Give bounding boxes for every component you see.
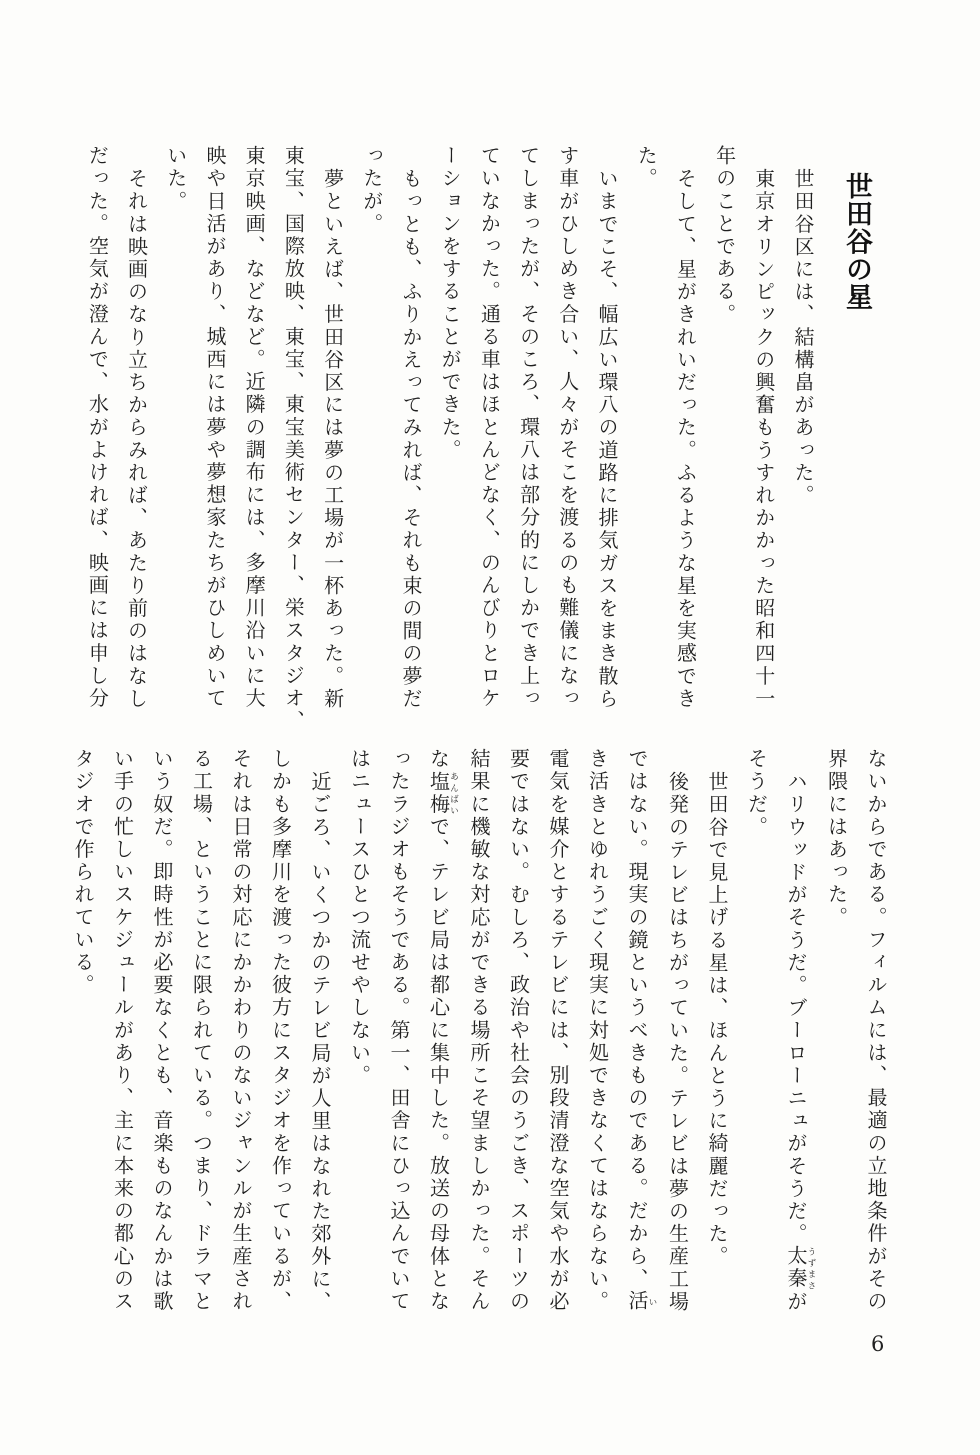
page-number: 6 — [871, 1332, 885, 1356]
text-line: き活きとゆれうごく現実に対処できなくてはならない。 — [585, 748, 610, 1313]
text-line: いまでこそ、幅広い環八の道路に排気ガスをまき散ら — [594, 167, 619, 710]
text-block-upper — [77, 145, 880, 733]
text-line: 年のことである。 — [712, 145, 737, 326]
text-line: もっとも、ふりかえってみれば、それも束の間の夢だ — [398, 167, 423, 710]
text-line: た。 — [634, 145, 659, 191]
text-line: る工場、ということに限られている。つまり、ドラマと — [189, 748, 214, 1313]
text-line: 界隈にはあった。 — [824, 748, 849, 929]
text-line: ったラジオもそうである。第一、田舎にひっ込んでいて — [387, 748, 411, 1313]
text-line: いた。 — [163, 145, 188, 213]
furigana-ruby: 活い — [625, 1290, 657, 1314]
text-line: それは映画のなり立ちからみれば、あたり前のはなし — [124, 167, 149, 710]
text-line: 要ではない。むしろ、政治や社会のうごき、スポーツの — [506, 748, 531, 1313]
text-line: はニュースひとつ流せやしない。 — [347, 748, 372, 1087]
text-line: てしまったが、そのころ、環八は部分的にしかでき上っ — [516, 145, 541, 710]
text-line: だった。空気が澄んで、水がよければ、映画には申し分 — [85, 145, 110, 710]
text-line: な塩梅あんばいで、テレビ局は都心に集中した。放送の母体とな — [426, 748, 459, 1314]
text-line: ではない。現実の鏡というべきものである。だから、活い — [625, 748, 657, 1314]
text-line: 世田谷で見上げる星は、ほんとうに綺麗だった。 — [705, 770, 729, 1268]
text-line: 結果に機敏な対応ができる場所こそ望ましかった。そん — [467, 748, 491, 1313]
text-line: ないからである。フィルムには、最適の立地条件がその — [864, 748, 888, 1313]
text-line: いう奴だ。即時性が必要なくとも、音楽ものなんかは歌 — [150, 748, 174, 1313]
text-line: そうだ。 — [744, 748, 769, 839]
furigana-ruby: 塩梅あんばい — [426, 770, 459, 816]
furigana-ruby: 太秦うずまさ — [784, 1245, 816, 1291]
text-line: す車がひしめき合い、人々がそこを渡るのも難儀になっ — [555, 145, 580, 710]
text-line: それは日常の対応にかかわりのないジャンルが生産され — [229, 748, 253, 1313]
text-block-lower — [63, 748, 896, 1314]
text-line: 夢といえば、世田谷区には夢の工場が一杯あった。新 — [320, 167, 345, 710]
text-line: ったが。 — [359, 145, 384, 236]
text-line: ていなかった。通る車はほとんどなく、のんびりとロケ — [477, 145, 502, 710]
text-line: 後発のテレビはちがっていた。テレビは夢の生産工場 — [665, 770, 690, 1313]
chapter-title: 世田谷の星 — [841, 172, 872, 311]
text-line: 電気を媒介とするテレビには、別段清澄な空気や水が必 — [546, 748, 570, 1313]
text-line: ハリウッドがそうだ。ブーローニュがそうだ。太秦うずまさが — [784, 770, 816, 1314]
text-line: 東京オリンピックの興奮もうすれかかった昭和四十一 — [751, 167, 776, 710]
text-line: 映や日活があり、城西には夢や夢想家たちがひしめいて — [202, 145, 227, 710]
text-line: い手の忙しいスケジュールがあり、主に本来の都心のス — [110, 748, 135, 1313]
text-line: 東宝、国際放映、東宝、東宝美術センター、栄スタジオ、 — [281, 145, 306, 733]
text-line: 近ごろ、いくつかのテレビ局が人里はなれた郊外に、 — [308, 770, 332, 1313]
text-line: タジオで作られている。 — [71, 748, 95, 997]
text-line: しかも多摩川を渡った彼方にスタジオを作っているが、 — [268, 748, 293, 1313]
text-line: ーションをすることができた。 — [438, 145, 463, 462]
text-line: 東京映画、などなど。近隣の調布には、多摩川沿いに大 — [242, 145, 267, 710]
text-line: そして、星がきれいだった。ふるような星を実感でき — [673, 167, 698, 710]
text-line: 世田谷区には、結構畠があった。 — [791, 167, 815, 507]
